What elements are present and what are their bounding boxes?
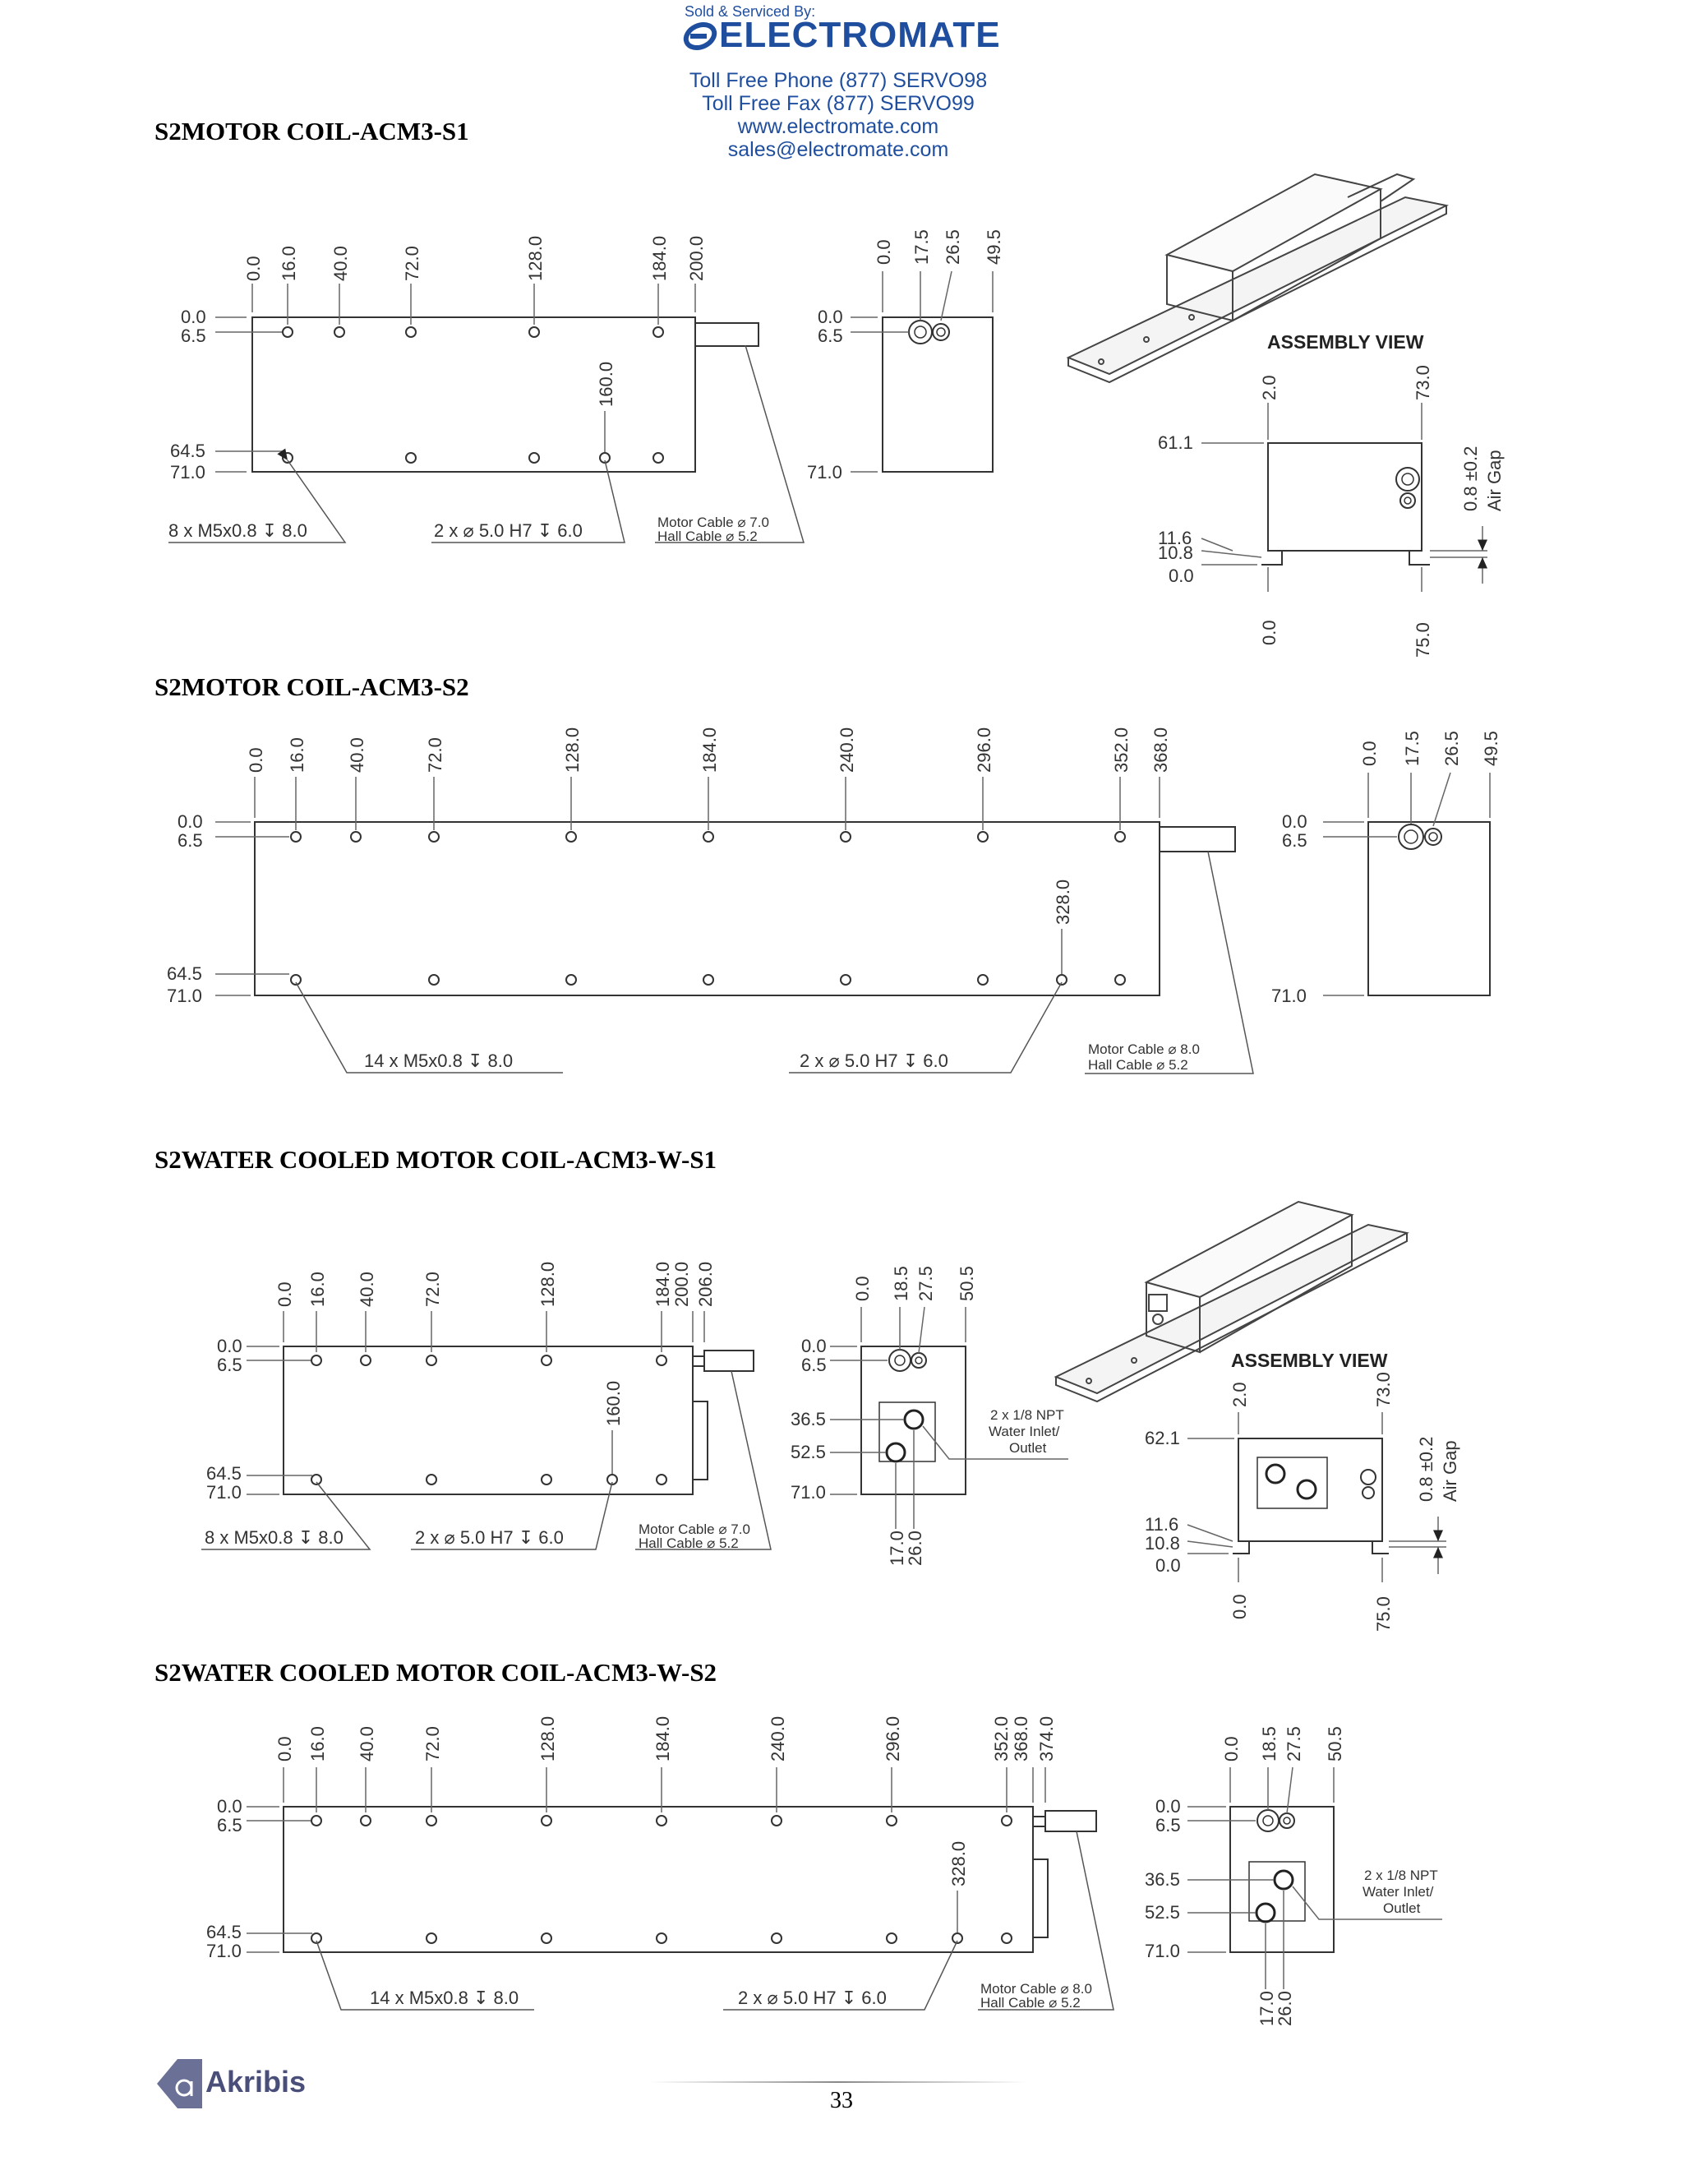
sold-by-text: Sold & Serviced By: — [685, 3, 816, 20]
s2-side-dim-left-1: 6.5 — [1282, 830, 1307, 851]
w-s2-dim-top-5: 184.0 — [652, 1715, 673, 1762]
s1-side-dim-top-0: 0.0 — [874, 239, 894, 265]
s2-side-dim-top-1: 17.5 — [1402, 731, 1422, 766]
s1-hole — [653, 453, 663, 463]
s1-cable-note-1: Motor Cable ⌀ 7.0 — [657, 515, 769, 530]
w-s1-side-dim-top-0: 0.0 — [852, 1276, 873, 1301]
w-s1-dim-top-3: 72.0 — [422, 1272, 443, 1307]
s1-asm-dim-left-2: 10.8 — [1158, 543, 1193, 563]
s2-cable-stub — [1160, 827, 1235, 852]
s2-dim-top-3: 72.0 — [425, 737, 445, 773]
w-s1-side-dim-left-3: 52.5 — [791, 1442, 826, 1462]
w-s2-side-dim-bottom-0: 17.0 — [1256, 1991, 1277, 2026]
w-s2-side-dim-top-1: 18.5 — [1259, 1726, 1280, 1762]
w-s1-assembly-end-view — [1145, 1372, 1460, 1632]
w-s2-dim-top-10: 374.0 — [1036, 1715, 1057, 1762]
w-s2-cable-note-1: Motor Cable ⌀ 8.0 — [980, 1981, 1092, 1997]
electromate-brand: ELECTROMATE — [719, 15, 1001, 55]
s1-asm-dim-bottom-1: 75.0 — [1413, 622, 1433, 658]
s2-dim-top-0: 0.0 — [246, 747, 266, 773]
w-s1-dim-top-6: 200.0 — [671, 1261, 692, 1307]
toll-free-phone: Toll Free Phone (877) SERVO98 — [689, 69, 988, 92]
w-s1-hole — [542, 1475, 551, 1484]
w-s2-dim-top-6: 240.0 — [768, 1715, 788, 1762]
footer-rule — [649, 2081, 1027, 2083]
w-s2-cable-stub — [1045, 1811, 1096, 1831]
w-s1-dim-top-2: 40.0 — [357, 1272, 377, 1307]
s1-dim-left-3: 71.0 — [170, 462, 205, 483]
s1-dim-top-0: 0.0 — [243, 256, 264, 281]
w-s1-side-dim-left-0: 0.0 — [801, 1336, 827, 1356]
w-s1-hole — [427, 1355, 436, 1365]
w-s1-side-view — [791, 1266, 1068, 1566]
w-s2-hole — [887, 1816, 897, 1826]
s1-side-dim-left-0: 0.0 — [818, 307, 843, 327]
w-s1-asm-dim-left-1: 11.6 — [1145, 1514, 1179, 1535]
w-s1-side-block — [693, 1401, 708, 1480]
w-s1-top-view — [284, 1346, 754, 1494]
s1-dim-top-4: 128.0 — [525, 235, 546, 281]
s2-notes — [296, 852, 1253, 1074]
w-s1-dim-left-0: 0.0 — [217, 1336, 242, 1356]
w-s1-cable-note-2: Hall Cable ⌀ 5.2 — [639, 1535, 739, 1551]
s2-hole — [841, 832, 851, 842]
page-number: 33 — [830, 2088, 853, 2113]
w-s1-assembly-isometric — [1056, 1202, 1407, 1401]
w-s1-asm-dim-top-0: 2.0 — [1229, 1382, 1250, 1407]
s1-air-gap-value: 0.8 ±0.2 — [1460, 446, 1481, 511]
w-s1-hole — [542, 1355, 551, 1365]
w-s1-hole — [311, 1355, 321, 1365]
section-title-w-s2: S2WATER COOLED MOTOR COIL-ACM3-W-S2 — [154, 1658, 717, 1687]
s2-hole — [703, 832, 713, 842]
w-s2-hole — [1002, 1933, 1012, 1943]
w-s1-asm-dim-bottom-1: 75.0 — [1373, 1596, 1394, 1632]
w-s2-side-dim-left-4: 71.0 — [1145, 1941, 1180, 1961]
s1-hole — [406, 327, 416, 337]
w-s2-side-view — [1145, 1726, 1442, 2026]
w-s1-water-note-1: 2 x 1/8 NPT — [990, 1407, 1064, 1423]
s1-coil-body — [252, 317, 695, 472]
section-title-w-s1: S2WATER COOLED MOTOR COIL-ACM3-W-S1 — [154, 1145, 717, 1174]
w-s2-water-note-1: 2 x 1/8 NPT — [1364, 1868, 1438, 1883]
s1-air-gap-label: Air Gap — [1484, 450, 1505, 511]
s2-hole — [1115, 832, 1125, 842]
w-s1-side-dim-top-2: 27.5 — [915, 1266, 936, 1301]
w-s1-air-gap-label: Air Gap — [1440, 1440, 1460, 1502]
s2-cable-note-1: Motor Cable ⌀ 8.0 — [1088, 1041, 1200, 1057]
section-title-s2: S2MOTOR COIL-ACM3-S2 — [154, 672, 469, 701]
s2-hole — [566, 975, 576, 985]
w-s2-hole — [311, 1816, 321, 1826]
w-s2-hole — [1002, 1816, 1012, 1826]
s1-hole — [529, 327, 539, 337]
w-s1-side-dim-bottom-1: 26.0 — [905, 1531, 925, 1566]
s1-top-dims — [243, 236, 707, 325]
s2-hole — [978, 832, 988, 842]
w-s2-dim-top-7: 296.0 — [883, 1715, 903, 1762]
s1-dim-left-1: 6.5 — [181, 326, 206, 346]
w-s1-assembly-label: ASSEMBLY VIEW — [1231, 1350, 1388, 1371]
s1-cable-note-2: Hall Cable ⌀ 5.2 — [657, 529, 758, 544]
s2-hole — [566, 832, 576, 842]
w-s2-dim-left-3: 71.0 — [206, 1941, 242, 1961]
s2-hole-note: 14 x M5x0.8 ↧ 8.0 — [364, 1050, 514, 1071]
s2-hole — [703, 975, 713, 985]
s1-asm-dim-top-1: 73.0 — [1413, 365, 1433, 400]
w-s1-water-note-3: Outlet — [1009, 1440, 1047, 1456]
w-s2-dim-top-4: 128.0 — [537, 1715, 558, 1762]
akribis-logo-text: Akribis — [205, 2065, 307, 2099]
w-s2-dim-top-0: 0.0 — [274, 1736, 295, 1762]
w-s2-hole — [542, 1816, 551, 1826]
s1-asm-dim-left-3: 0.0 — [1169, 566, 1194, 586]
s2-pin-note: 2 x ⌀ 5.0 H7 ↧ 6.0 — [800, 1050, 948, 1071]
s1-hole — [653, 327, 663, 337]
s2-holes — [291, 832, 1125, 985]
s2-dim-top-8: 352.0 — [1111, 727, 1132, 773]
s1-hole — [406, 453, 416, 463]
s2-hole — [841, 975, 851, 985]
w-s2-side-dim-top-0: 0.0 — [1221, 1736, 1242, 1762]
w-s2-side-dim-top-3: 50.5 — [1325, 1726, 1345, 1762]
s2-hole — [978, 975, 988, 985]
s2-cable-note-2: Hall Cable ⌀ 5.2 — [1088, 1057, 1188, 1073]
w-s1-cable-note-1: Motor Cable ⌀ 7.0 — [639, 1521, 750, 1537]
s1-hole — [283, 327, 293, 337]
w-s2-hole — [772, 1816, 782, 1826]
s1-asm-dim-bottom-0: 0.0 — [1259, 620, 1280, 645]
w-s2-dim-inner: 328.0 — [948, 1840, 969, 1886]
s2-side-view — [1271, 731, 1501, 1006]
w-s2-dim-left-1: 6.5 — [217, 1815, 242, 1835]
w-s1-asm-dim-left-2: 10.8 — [1145, 1533, 1180, 1554]
s1-side-dim-top-1: 17.5 — [911, 229, 932, 265]
s1-top-view — [252, 317, 759, 472]
s2-dim-top-6: 240.0 — [837, 727, 857, 773]
w-s1-dim-top-1: 16.0 — [307, 1272, 328, 1307]
w-s2-hole-note: 14 x M5x0.8 ↧ 8.0 — [370, 1988, 519, 2008]
w-s1-left-dims — [206, 1336, 312, 1503]
s2-side-dim-left-2: 71.0 — [1271, 986, 1307, 1006]
w-s2-coil-body — [284, 1807, 1033, 1952]
w-s1-asm-dim-left-0: 62.1 — [1145, 1428, 1180, 1448]
s1-dim-top-5: 184.0 — [649, 235, 670, 281]
w-s2-side-dim-left-3: 52.5 — [1145, 1902, 1180, 1923]
s1-dim-top-6: 200.0 — [686, 235, 707, 281]
w-s2-hole — [542, 1933, 551, 1943]
w-s2-water-note-2: Water Inlet/ — [1363, 1884, 1434, 1900]
s2-hole — [1115, 975, 1125, 985]
w-s1-cable-stub — [704, 1351, 754, 1371]
s1-dim-top-3: 72.0 — [402, 246, 422, 281]
w-s2-pin-note: 2 x ⌀ 5.0 H7 ↧ 6.0 — [738, 1988, 887, 2008]
w-s1-dim-top-5: 184.0 — [652, 1261, 673, 1307]
s2-hole — [291, 832, 301, 842]
s2-side-dim-top-3: 49.5 — [1481, 731, 1501, 766]
w-s2-hole — [361, 1816, 371, 1826]
w-s1-hole — [657, 1475, 666, 1484]
w-s1-inner-dim — [603, 1381, 624, 1474]
w-s1-air-gap-value: 0.8 ±0.2 — [1416, 1436, 1436, 1502]
w-s2-side-dim-left-1: 6.5 — [1155, 1815, 1181, 1835]
w-s1-dim-left-2: 64.5 — [206, 1463, 242, 1484]
w-s2-side-dim-left-2: 36.5 — [1145, 1869, 1180, 1890]
s2-top-view — [255, 822, 1235, 995]
s2-dim-top-9: 368.0 — [1150, 727, 1171, 773]
w-s2-dim-top-3: 72.0 — [422, 1726, 443, 1762]
s1-side-view — [807, 229, 1004, 483]
s1-side-dim-top-2: 26.5 — [943, 229, 963, 265]
s1-side-dim-top-3: 49.5 — [984, 229, 1004, 265]
w-s1-dim-left-3: 71.0 — [206, 1482, 242, 1503]
s1-cable-stub — [695, 323, 759, 346]
w-s1-side-dim-left-2: 36.5 — [791, 1409, 826, 1429]
w-s2-dim-left-2: 64.5 — [206, 1922, 242, 1942]
w-s2-hole — [657, 1933, 666, 1943]
s1-dim-inner: 160.0 — [596, 361, 616, 407]
s1-left-dims — [170, 307, 284, 483]
w-s1-asm-dim-left-3: 0.0 — [1155, 1555, 1181, 1576]
w-s1-hole — [427, 1475, 436, 1484]
w-s1-dim-top-0: 0.0 — [274, 1281, 295, 1307]
s1-assembly-label: ASSEMBLY VIEW — [1267, 331, 1424, 353]
w-s1-water-note-2: Water Inlet/ — [989, 1424, 1060, 1439]
s1-hole — [334, 327, 344, 337]
s2-dim-left-1: 6.5 — [178, 830, 203, 851]
s2-inner-dim — [1053, 880, 1073, 974]
s2-dim-top-1: 16.0 — [287, 737, 307, 773]
w-s2-holes — [311, 1816, 1012, 1943]
w-s1-pin-note: 2 x ⌀ 5.0 H7 ↧ 6.0 — [415, 1527, 564, 1548]
w-s1-side-dim-top-3: 50.5 — [957, 1266, 977, 1301]
w-s1-dim-top-7: 206.0 — [695, 1261, 716, 1307]
email-text: sales@electromate.com — [727, 138, 949, 161]
w-s2-top-dims — [274, 1716, 1057, 1812]
w-s2-hole — [427, 1816, 436, 1826]
s1-side-dim-left-2: 71.0 — [807, 462, 842, 483]
s2-coil-body — [255, 822, 1160, 995]
w-s1-hole — [657, 1355, 666, 1365]
w-s1-coil-body — [284, 1346, 693, 1494]
s2-hole — [429, 832, 439, 842]
w-s2-fitting — [1033, 1817, 1045, 1826]
w-s2-dim-top-9: 368.0 — [1011, 1715, 1031, 1762]
w-s2-dim-top-1: 16.0 — [307, 1726, 328, 1762]
s2-dim-top-2: 40.0 — [347, 737, 367, 773]
w-s2-side-dim-bottom-1: 26.0 — [1275, 1991, 1295, 2026]
w-s2-side-dim-left-0: 0.0 — [1155, 1796, 1181, 1817]
w-s2-hole — [772, 1933, 782, 1943]
w-s2-inner-dim — [948, 1841, 969, 1932]
s2-hole — [351, 832, 361, 842]
w-s1-dim-inner: 160.0 — [603, 1380, 624, 1426]
s2-dim-left-0: 0.0 — [178, 811, 203, 832]
w-s2-top-view — [284, 1807, 1096, 1952]
w-s2-water-note-3: Outlet — [1383, 1900, 1421, 1916]
s1-pin-note: 2 x ⌀ 5.0 H7 ↧ 6.0 — [434, 520, 583, 541]
w-s1-side-dim-top-1: 18.5 — [891, 1266, 911, 1301]
website-text: www.electromate.com — [737, 115, 939, 138]
w-s1-side-dim-left-4: 71.0 — [791, 1482, 826, 1503]
s1-asm-dim-top-0: 2.0 — [1259, 375, 1280, 400]
s2-dim-inner: 328.0 — [1053, 879, 1073, 925]
s1-side-dim-left-1: 6.5 — [818, 326, 843, 346]
w-s2-side-dim-top-2: 27.5 — [1284, 1726, 1304, 1762]
s1-inner-dim — [596, 362, 616, 452]
s2-dim-left-3: 71.0 — [167, 986, 202, 1006]
s1-hole-note: 8 x M5x0.8 ↧ 8.0 — [168, 520, 307, 541]
w-s2-hole — [887, 1933, 897, 1943]
toll-free-fax: Toll Free Fax (877) SERVO99 — [702, 92, 975, 115]
w-s1-dim-top-4: 128.0 — [537, 1261, 558, 1307]
w-s2-dim-top-2: 40.0 — [357, 1726, 377, 1762]
s1-hole — [529, 453, 539, 463]
s1-dim-left-2: 64.5 — [170, 441, 205, 461]
w-s2-cable-note-2: Hall Cable ⌀ 5.2 — [980, 1995, 1081, 2011]
s2-left-dims — [167, 811, 289, 1006]
w-s1-asm-dim-top-1: 73.0 — [1373, 1372, 1394, 1407]
s1-dim-left-0: 0.0 — [181, 307, 206, 327]
w-s2-dim-left-0: 0.0 — [217, 1796, 242, 1817]
s2-dim-top-4: 128.0 — [562, 727, 583, 773]
w-s1-asm-dim-bottom-0: 0.0 — [1229, 1594, 1250, 1619]
s1-asm-dim-left-0: 61.1 — [1158, 432, 1193, 453]
w-s1-hole-note: 8 x M5x0.8 ↧ 8.0 — [205, 1527, 344, 1548]
w-s2-hole — [657, 1816, 666, 1826]
s2-dim-top-7: 296.0 — [974, 727, 994, 773]
w-s2-notes — [316, 1831, 1114, 2011]
s2-top-dims — [246, 727, 1171, 830]
w-s1-top-dims — [274, 1262, 716, 1352]
w-s1-dim-left-1: 6.5 — [217, 1355, 242, 1375]
w-s1-notes — [201, 1371, 771, 1551]
section-title-s1: S2MOTOR COIL-ACM3-S1 — [154, 117, 469, 145]
s2-side-dim-top-2: 26.5 — [1441, 731, 1462, 766]
w-s1-fitting — [693, 1356, 704, 1366]
s1-assembly-end-view — [1158, 365, 1505, 658]
s2-hole — [429, 975, 439, 985]
w-s2-left-dims — [206, 1796, 312, 1961]
s1-notes — [168, 345, 804, 544]
s1-asm-dim-left-1: 11.6 — [1158, 528, 1192, 548]
w-s2-dim-top-8: 352.0 — [991, 1715, 1012, 1762]
s2-side-dim-top-0: 0.0 — [1359, 741, 1380, 766]
s2-dim-left-2: 64.5 — [167, 963, 202, 984]
s2-side-dim-left-0: 0.0 — [1282, 811, 1307, 832]
w-s1-side-dim-bottom-0: 17.0 — [887, 1531, 907, 1566]
s2-dim-top-5: 184.0 — [699, 727, 720, 773]
w-s2-side-block — [1033, 1859, 1048, 1937]
s1-dim-top-2: 40.0 — [330, 246, 351, 281]
w-s1-hole — [361, 1355, 371, 1365]
w-s2-hole — [427, 1933, 436, 1943]
w-s1-side-dim-left-1: 6.5 — [801, 1355, 827, 1375]
s1-dim-top-1: 16.0 — [279, 246, 299, 281]
